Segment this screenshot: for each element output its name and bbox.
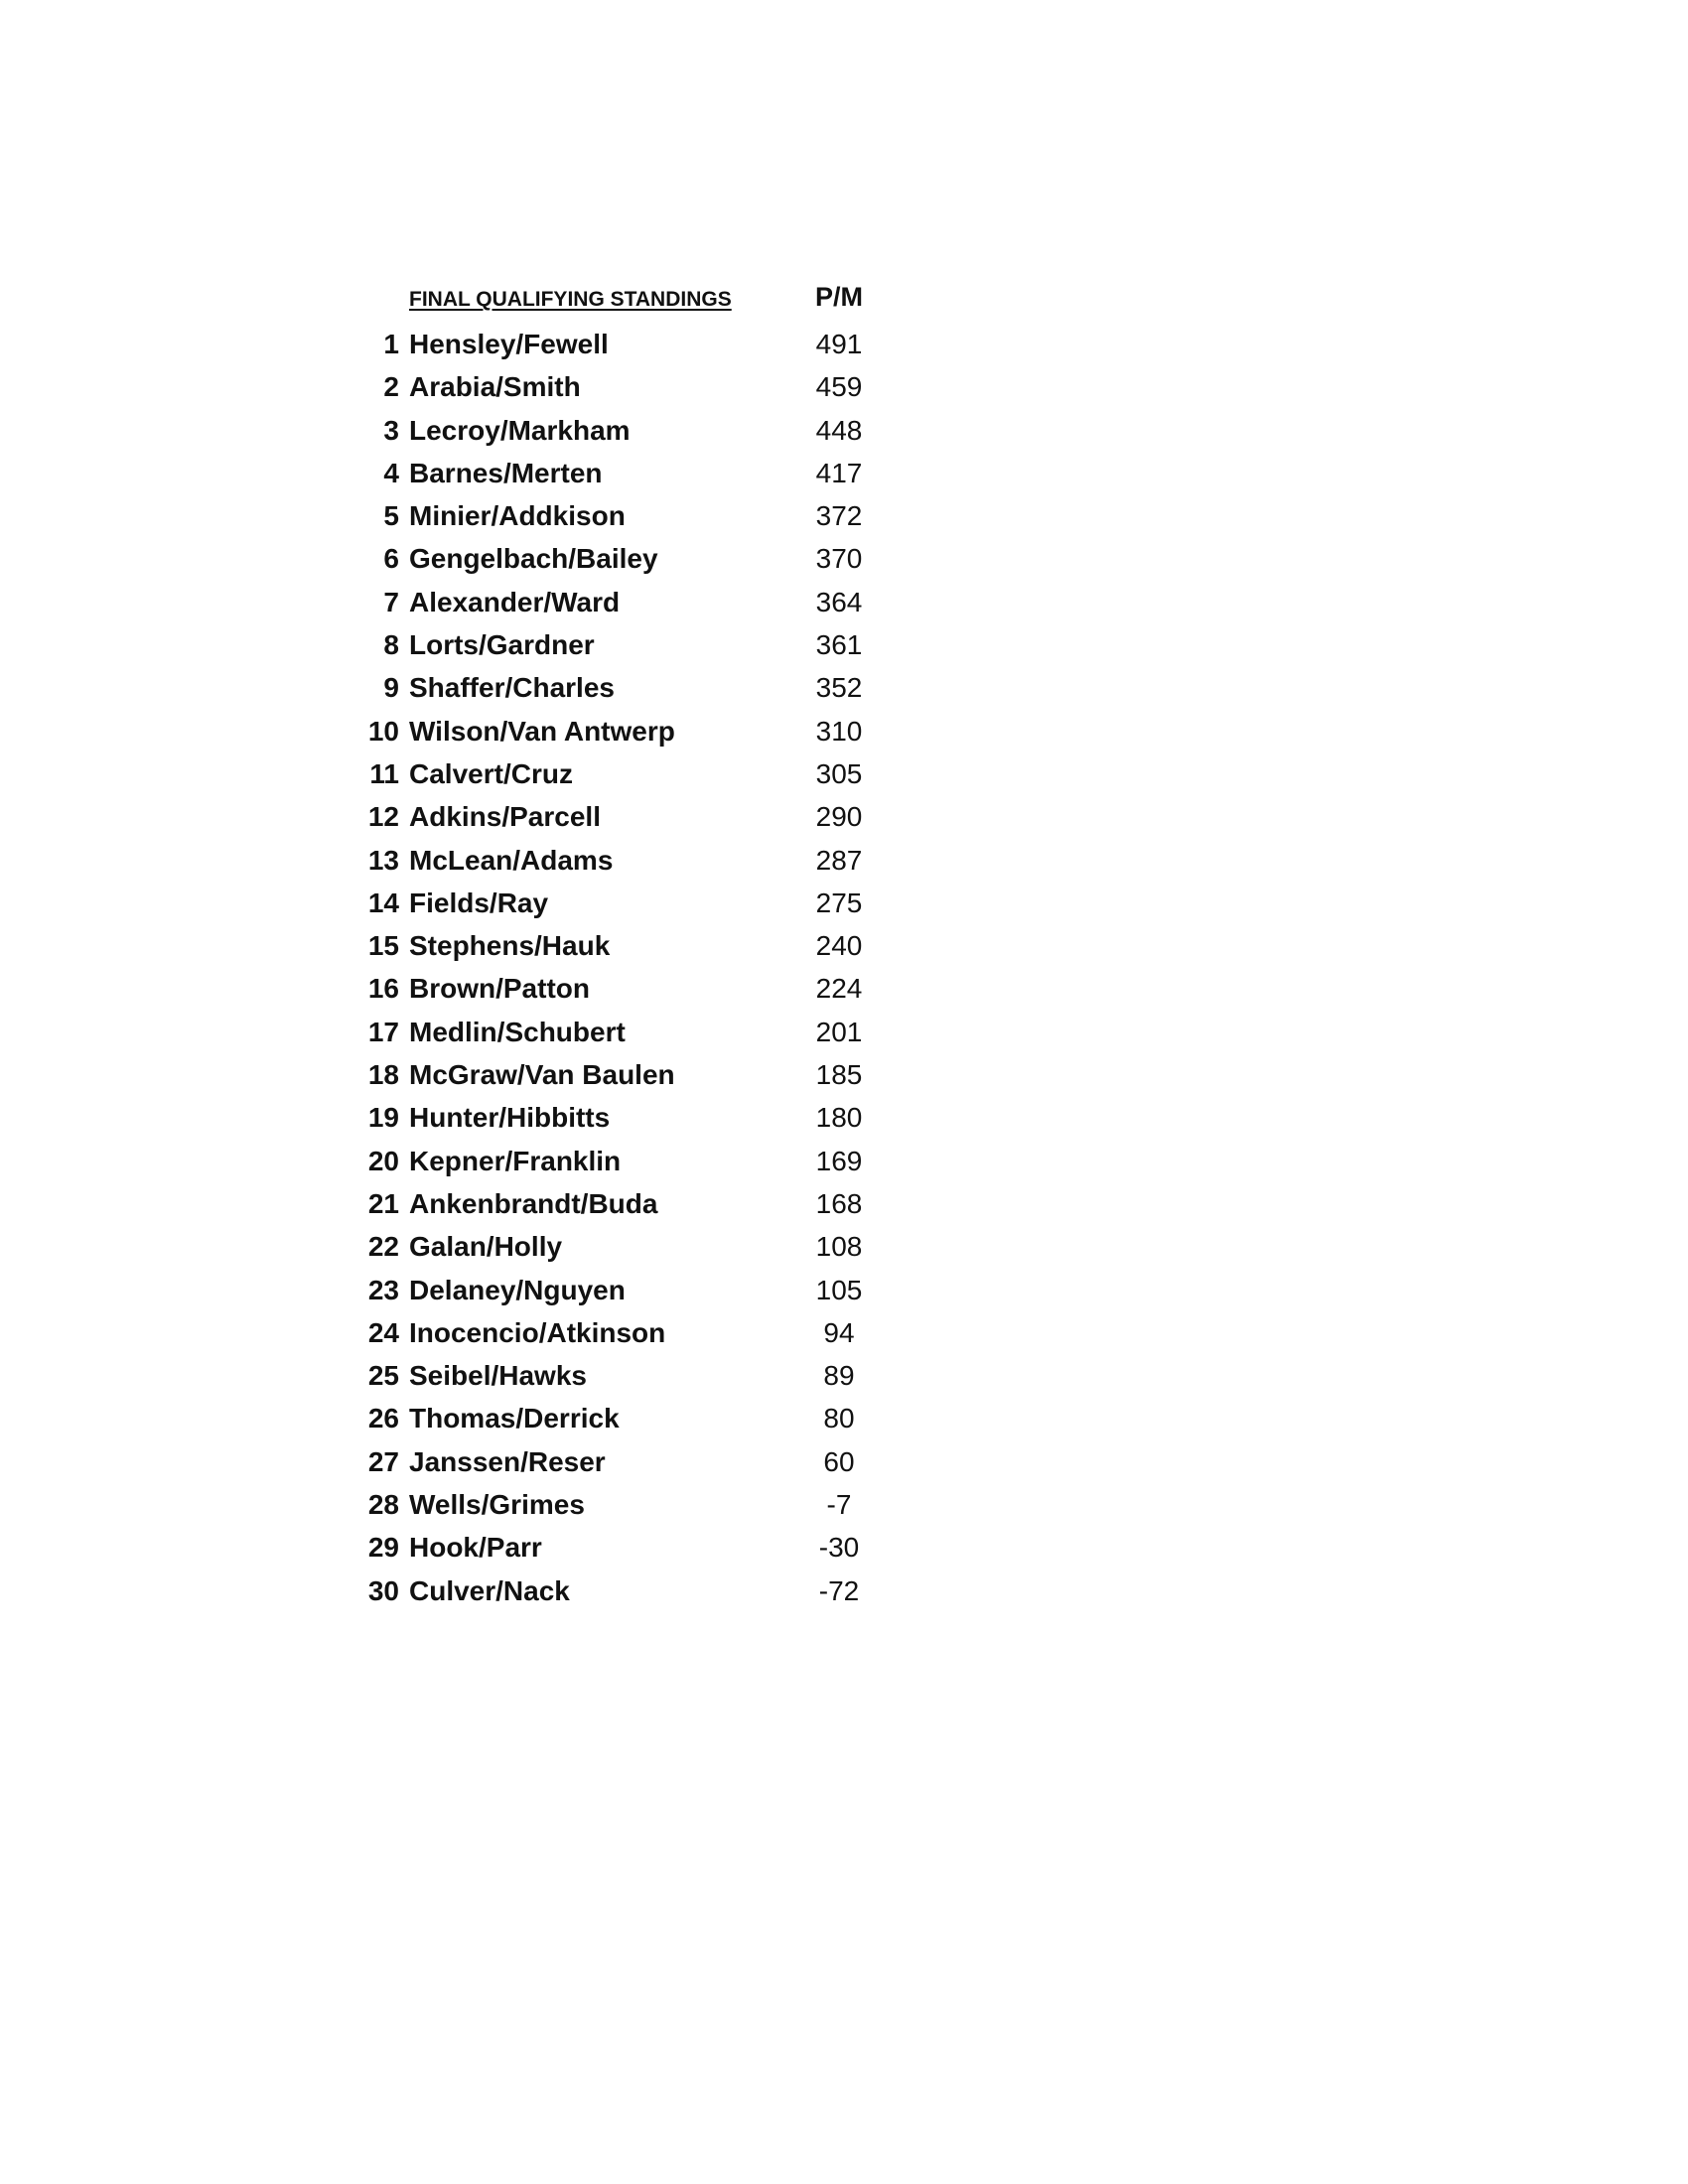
standings-row: [357, 623, 953, 666]
team-name: Lecroy/Markham: [409, 414, 631, 446]
pm-value: 459: [815, 371, 863, 403]
standings-row: [357, 1570, 953, 1612]
pm-value: 60: [823, 1445, 855, 1477]
team-name: McLean/Adams: [409, 844, 614, 876]
rank-number: 2: [383, 371, 399, 403]
team-name: Hook/Parr: [409, 1532, 542, 1564]
rank-number: 22: [367, 1231, 399, 1263]
rank-number: 18: [367, 1059, 399, 1091]
team-name: Medlin/Schubert: [409, 1016, 626, 1047]
standings-row: [357, 323, 953, 365]
pm-value: 240: [815, 930, 863, 962]
standings-row: [357, 967, 953, 1010]
standings-row: [357, 1096, 953, 1139]
team-name: Seibel/Hawks: [409, 1360, 587, 1392]
rank-number: 12: [367, 801, 399, 833]
pm-value: 180: [815, 1102, 863, 1134]
pm-value: 185: [815, 1059, 863, 1091]
team-name: Stephens/Hauk: [409, 930, 611, 962]
rank-number: 25: [367, 1360, 399, 1392]
team-name: Shaffer/Charles: [409, 672, 615, 704]
pm-value: 169: [815, 1145, 863, 1176]
team-name: Alexander/Ward: [409, 586, 621, 617]
pm-value: 448: [815, 414, 863, 446]
rank-number: 16: [367, 973, 399, 1005]
pm-value: 275: [815, 887, 863, 918]
standings-row: [357, 494, 953, 537]
team-name: Calvert/Cruz: [409, 757, 573, 789]
team-name: Culver/Nack: [409, 1574, 570, 1606]
rank-number: 6: [383, 543, 399, 575]
standings-row: [357, 1311, 953, 1354]
standings-row: [357, 1526, 953, 1569]
standings-row: [357, 537, 953, 580]
team-name: Thomas/Derrick: [409, 1403, 620, 1434]
team-name: Adkins/Parcell: [409, 801, 601, 833]
team-name: Lorts/Gardner: [409, 629, 595, 661]
standings-row: [357, 924, 953, 967]
standings-row: [357, 1354, 953, 1397]
standings-row: [357, 409, 953, 452]
standings-row: [357, 710, 953, 752]
pm-value: 310: [815, 715, 863, 747]
pm-value: 372: [815, 500, 863, 532]
standings-row: [357, 365, 953, 408]
pm-value: 89: [823, 1360, 855, 1392]
rank-number: 7: [383, 586, 399, 617]
team-name: Brown/Patton: [409, 973, 590, 1005]
team-name: McGraw/Van Baulen: [409, 1059, 675, 1091]
rank-number: 10: [367, 715, 399, 747]
rank-number: 3: [383, 414, 399, 446]
pm-value: 224: [815, 973, 863, 1005]
team-name: Ankenbrandt/Buda: [409, 1187, 658, 1219]
standings-list: [357, 323, 953, 1612]
rank-number: 28: [367, 1489, 399, 1521]
team-name: Delaney/Nguyen: [409, 1274, 626, 1305]
standings-row: [357, 666, 953, 709]
team-name: Wilson/Van Antwerp: [409, 715, 675, 747]
standings-row: [357, 1225, 953, 1268]
rank-number: 1: [383, 329, 399, 359]
rank-number: 30: [367, 1574, 399, 1606]
rank-number: 26: [367, 1403, 399, 1434]
standings-row: [357, 1011, 953, 1053]
rank-number: 27: [367, 1445, 399, 1477]
pm-value: 352: [815, 672, 863, 704]
pm-value: 491: [815, 329, 863, 359]
standings-row: [357, 1269, 953, 1311]
rank-number: 23: [367, 1274, 399, 1305]
rank-number: 21: [367, 1187, 399, 1219]
standings-title: FINAL QUALIFYING STANDINGS: [409, 288, 732, 311]
pm-value: -30: [818, 1532, 860, 1564]
pm-value: 108: [815, 1231, 863, 1263]
pm-value: -72: [818, 1574, 860, 1606]
pm-value: 364: [815, 586, 863, 617]
team-name: Minier/Addkison: [409, 500, 626, 532]
standings-row: [357, 1397, 953, 1439]
rank-number: 11: [369, 757, 399, 789]
standings-row: [357, 882, 953, 924]
pm-value: 201: [815, 1016, 863, 1047]
team-name: Fields/Ray: [409, 887, 549, 918]
team-name: Galan/Holly: [409, 1231, 563, 1263]
team-name: Barnes/Merten: [409, 457, 603, 488]
rank-number: 13: [367, 844, 399, 876]
rank-number: 24: [367, 1316, 399, 1348]
pm-value: 417: [815, 457, 863, 488]
pm-value: 105: [815, 1274, 863, 1305]
rank-number: 9: [383, 672, 399, 704]
standings-row: [357, 839, 953, 882]
pm-value: 94: [823, 1316, 855, 1348]
standings-row: [357, 1182, 953, 1225]
pm-value: 287: [815, 844, 863, 876]
pm-value: 80: [823, 1403, 855, 1434]
team-name: Janssen/Reser: [409, 1445, 606, 1477]
rank-number: 8: [383, 629, 399, 661]
standings-row: [357, 1440, 953, 1483]
pm-value: -7: [826, 1489, 852, 1521]
rank-number: 17: [367, 1016, 399, 1047]
rank-number: 15: [367, 930, 399, 962]
rank-number: 29: [367, 1532, 399, 1564]
team-name: Kepner/Franklin: [409, 1145, 622, 1176]
rank-number: 4: [383, 457, 399, 488]
pm-value: 168: [815, 1187, 863, 1219]
rank-number: 14: [367, 887, 399, 918]
standings-row: [357, 795, 953, 838]
team-name: Arabia/Smith: [409, 371, 581, 403]
standings-row: [357, 1140, 953, 1182]
pm-value: 370: [815, 543, 863, 575]
standings-row: [357, 1483, 953, 1526]
rank-number: 20: [367, 1145, 399, 1176]
team-name: Inocencio/Atkinson: [409, 1316, 666, 1348]
standings-row: [357, 581, 953, 623]
team-name: Wells/Grimes: [409, 1489, 585, 1521]
standings-row: [357, 452, 953, 494]
team-name: Gengelbach/Bailey: [409, 543, 658, 575]
pm-value: 305: [815, 757, 863, 789]
team-name: Hunter/Hibbitts: [409, 1102, 611, 1134]
rank-number: 19: [367, 1102, 399, 1134]
pm-value: 290: [815, 801, 863, 833]
pm-value: 361: [815, 629, 863, 661]
standings-row: [357, 1053, 953, 1096]
standings-row: [357, 752, 953, 795]
rank-number: 5: [383, 500, 399, 532]
pm-column-header: P/M: [814, 282, 863, 312]
team-name: Hensley/Fewell: [409, 329, 609, 359]
